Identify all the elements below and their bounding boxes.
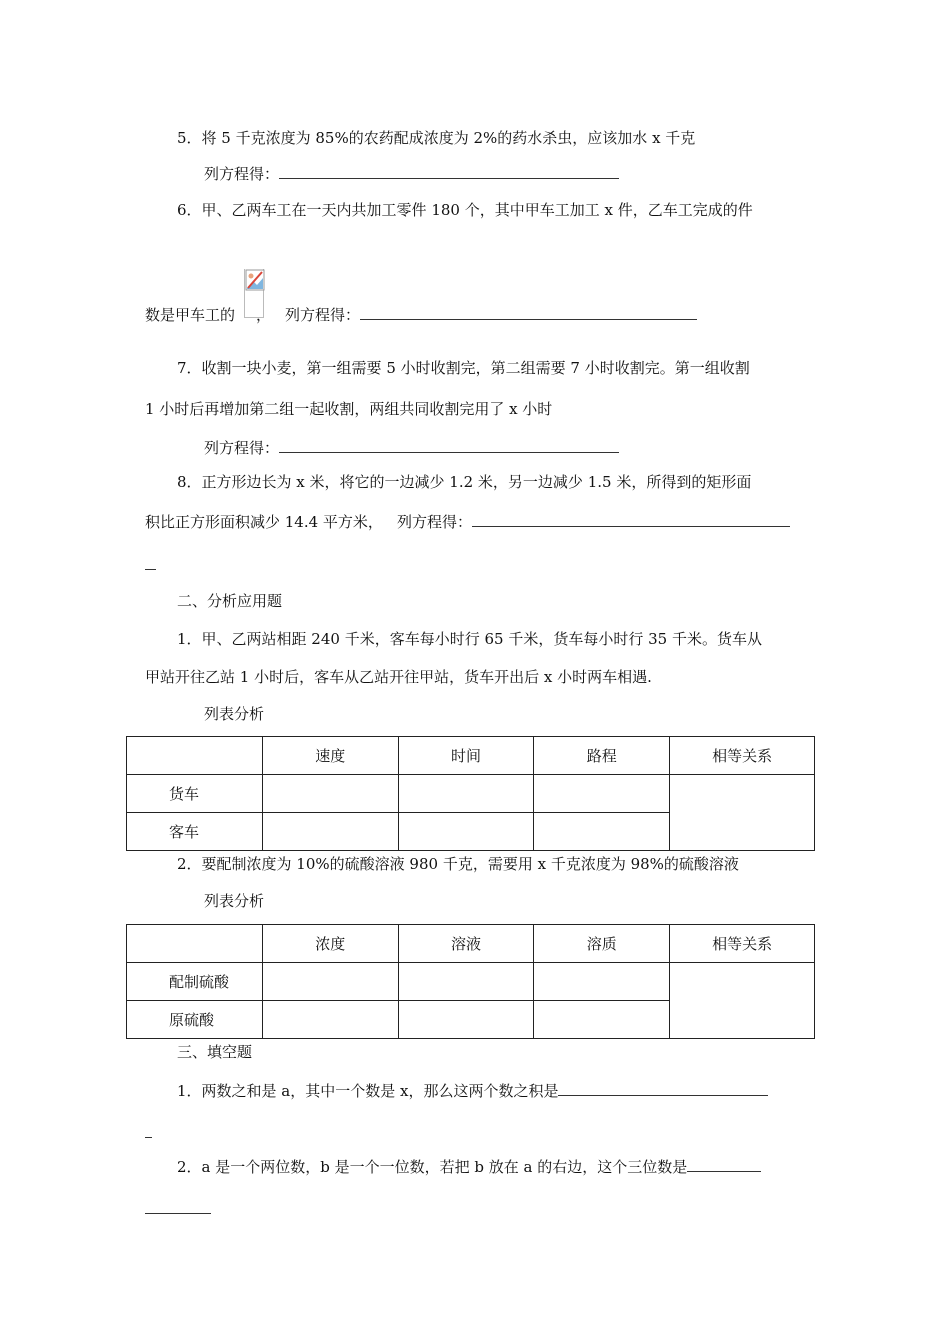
q7-text: 7．收割一块小麦，第一组需要 5 小时收割完，第二组需要 7 小时收割完。第一组收割 (177, 359, 750, 377)
table-header-row (127, 737, 815, 775)
q7-answer-row (204, 437, 619, 458)
s2-q1-table-label: 列表分析 (204, 705, 265, 723)
s3-q1-answer-blank[interactable] (558, 1080, 768, 1096)
row-label: 客车 (127, 813, 263, 851)
table-header-cell: 相等关系 (670, 925, 815, 963)
s3-q1-row (177, 1080, 768, 1101)
s3-q2-text: 2．a 是一个两位数，b 是一个一位数，若把 b 放在 a 的右边，这个三位数是 (177, 1158, 688, 1176)
s2-q1-cont: 甲站开往乙站 1 小时后，客车从乙站开往甲站，货车开出后 x 小时两车相遇. (145, 668, 652, 686)
row-label: 原硫酸 (127, 1001, 263, 1039)
q6-answer-blank[interactable] (360, 304, 697, 320)
table-cell[interactable] (398, 963, 534, 1001)
table-cell[interactable] (262, 963, 398, 1001)
q5-text: 5．将 5 千克浓度为 85%的农药配成浓度为 2%的药水杀虫，应该加水 x 千克 (177, 129, 696, 147)
q6-answer-label: 列方程得： (285, 306, 361, 324)
section2-title: 二、分析应用题 (177, 592, 283, 610)
q7-answer-label: 列方程得： (204, 439, 280, 457)
section3-title: 三、填空题 (177, 1043, 253, 1061)
q6-cont (145, 304, 697, 325)
table-cell[interactable] (534, 963, 670, 1001)
q5-answer-blank[interactable] (279, 163, 619, 179)
table-header-cell: 浓度 (262, 925, 398, 963)
q6-cont-text: 数是甲车工的 (145, 306, 236, 324)
equality-cell[interactable] (670, 963, 815, 1039)
q6-text: 6．甲、乙两车工在一天内共加工零件 180 个，其中甲车工加工 x 件，乙车工完成的件 (177, 201, 753, 219)
q8-answer-blank-cont[interactable] (145, 569, 156, 570)
table-cell[interactable] (398, 1001, 534, 1039)
table-header-cell: 溶质 (534, 925, 670, 963)
row-label: 配制硫酸 (127, 963, 263, 1001)
s3-q2-row (177, 1156, 761, 1177)
table-cell[interactable] (534, 813, 670, 851)
s2-q1-text: 1．甲、乙两站相距 240 千米，客车每小时行 65 千米，货车每小时行 35 千米。货车从 (177, 630, 762, 648)
q7-cont: 1 小时后再增加第二组一起收割，两组共同收割完用了 x 小时 (145, 400, 553, 418)
table-header-cell: 相等关系 (670, 737, 815, 775)
s2-q2-table-label: 列表分析 (204, 892, 265, 910)
q8-answer-blank[interactable] (472, 511, 790, 527)
table-cell[interactable] (262, 775, 398, 813)
table-header-cell (127, 737, 263, 775)
table-header-row (127, 925, 815, 963)
q7-answer-blank[interactable] (279, 437, 619, 453)
table-cell[interactable] (262, 1001, 398, 1039)
table-header-cell: 速度 (262, 737, 398, 775)
s3-q1-answer-blank-cont[interactable] (145, 1137, 152, 1138)
table-header-cell: 路程 (534, 737, 670, 775)
q6-sep: ， (256, 306, 272, 324)
q8-answer-label: 列方程得： (396, 513, 472, 531)
table-cell[interactable] (262, 813, 398, 851)
q5-answer-row (204, 163, 619, 184)
s3-q1-text: 1．两数之和是 a，其中一个数是 x，那么这两个数之积是 (177, 1082, 559, 1100)
table-cell[interactable] (398, 813, 534, 851)
table-header-cell: 溶液 (398, 925, 534, 963)
table-header-cell (127, 925, 263, 963)
table-header-cell: 时间 (398, 737, 534, 775)
q8-cont (145, 511, 790, 532)
q5-answer-label: 列方程得： (204, 165, 280, 183)
table-cell[interactable] (534, 775, 670, 813)
equality-cell[interactable] (670, 775, 815, 851)
analysis-table-acid (126, 924, 815, 1039)
s3-q2-answer-blank[interactable] (687, 1156, 761, 1172)
broken-image-icon (245, 269, 265, 291)
row-label: 货车 (127, 775, 263, 813)
s2-q2-text: 2．要配制浓度为 10%的硫酸溶液 980 千克，需要用 x 千克浓度为 98%的硫酸溶液 (177, 855, 739, 873)
table-cell[interactable] (534, 1001, 670, 1039)
q8-text: 8．正方形边长为 x 米，将它的一边减少 1.2 米，另一边减少 1.5 米，所得到的矩形面 (177, 473, 752, 491)
table-row (127, 963, 815, 1001)
q8-cont-text: 积比正方形面积减少 14.4 平方米， (145, 513, 383, 531)
s3-q2-answer-blank-cont[interactable] (145, 1213, 211, 1214)
table-cell[interactable] (398, 775, 534, 813)
analysis-table-vehicles (126, 736, 815, 851)
table-row (127, 775, 815, 813)
